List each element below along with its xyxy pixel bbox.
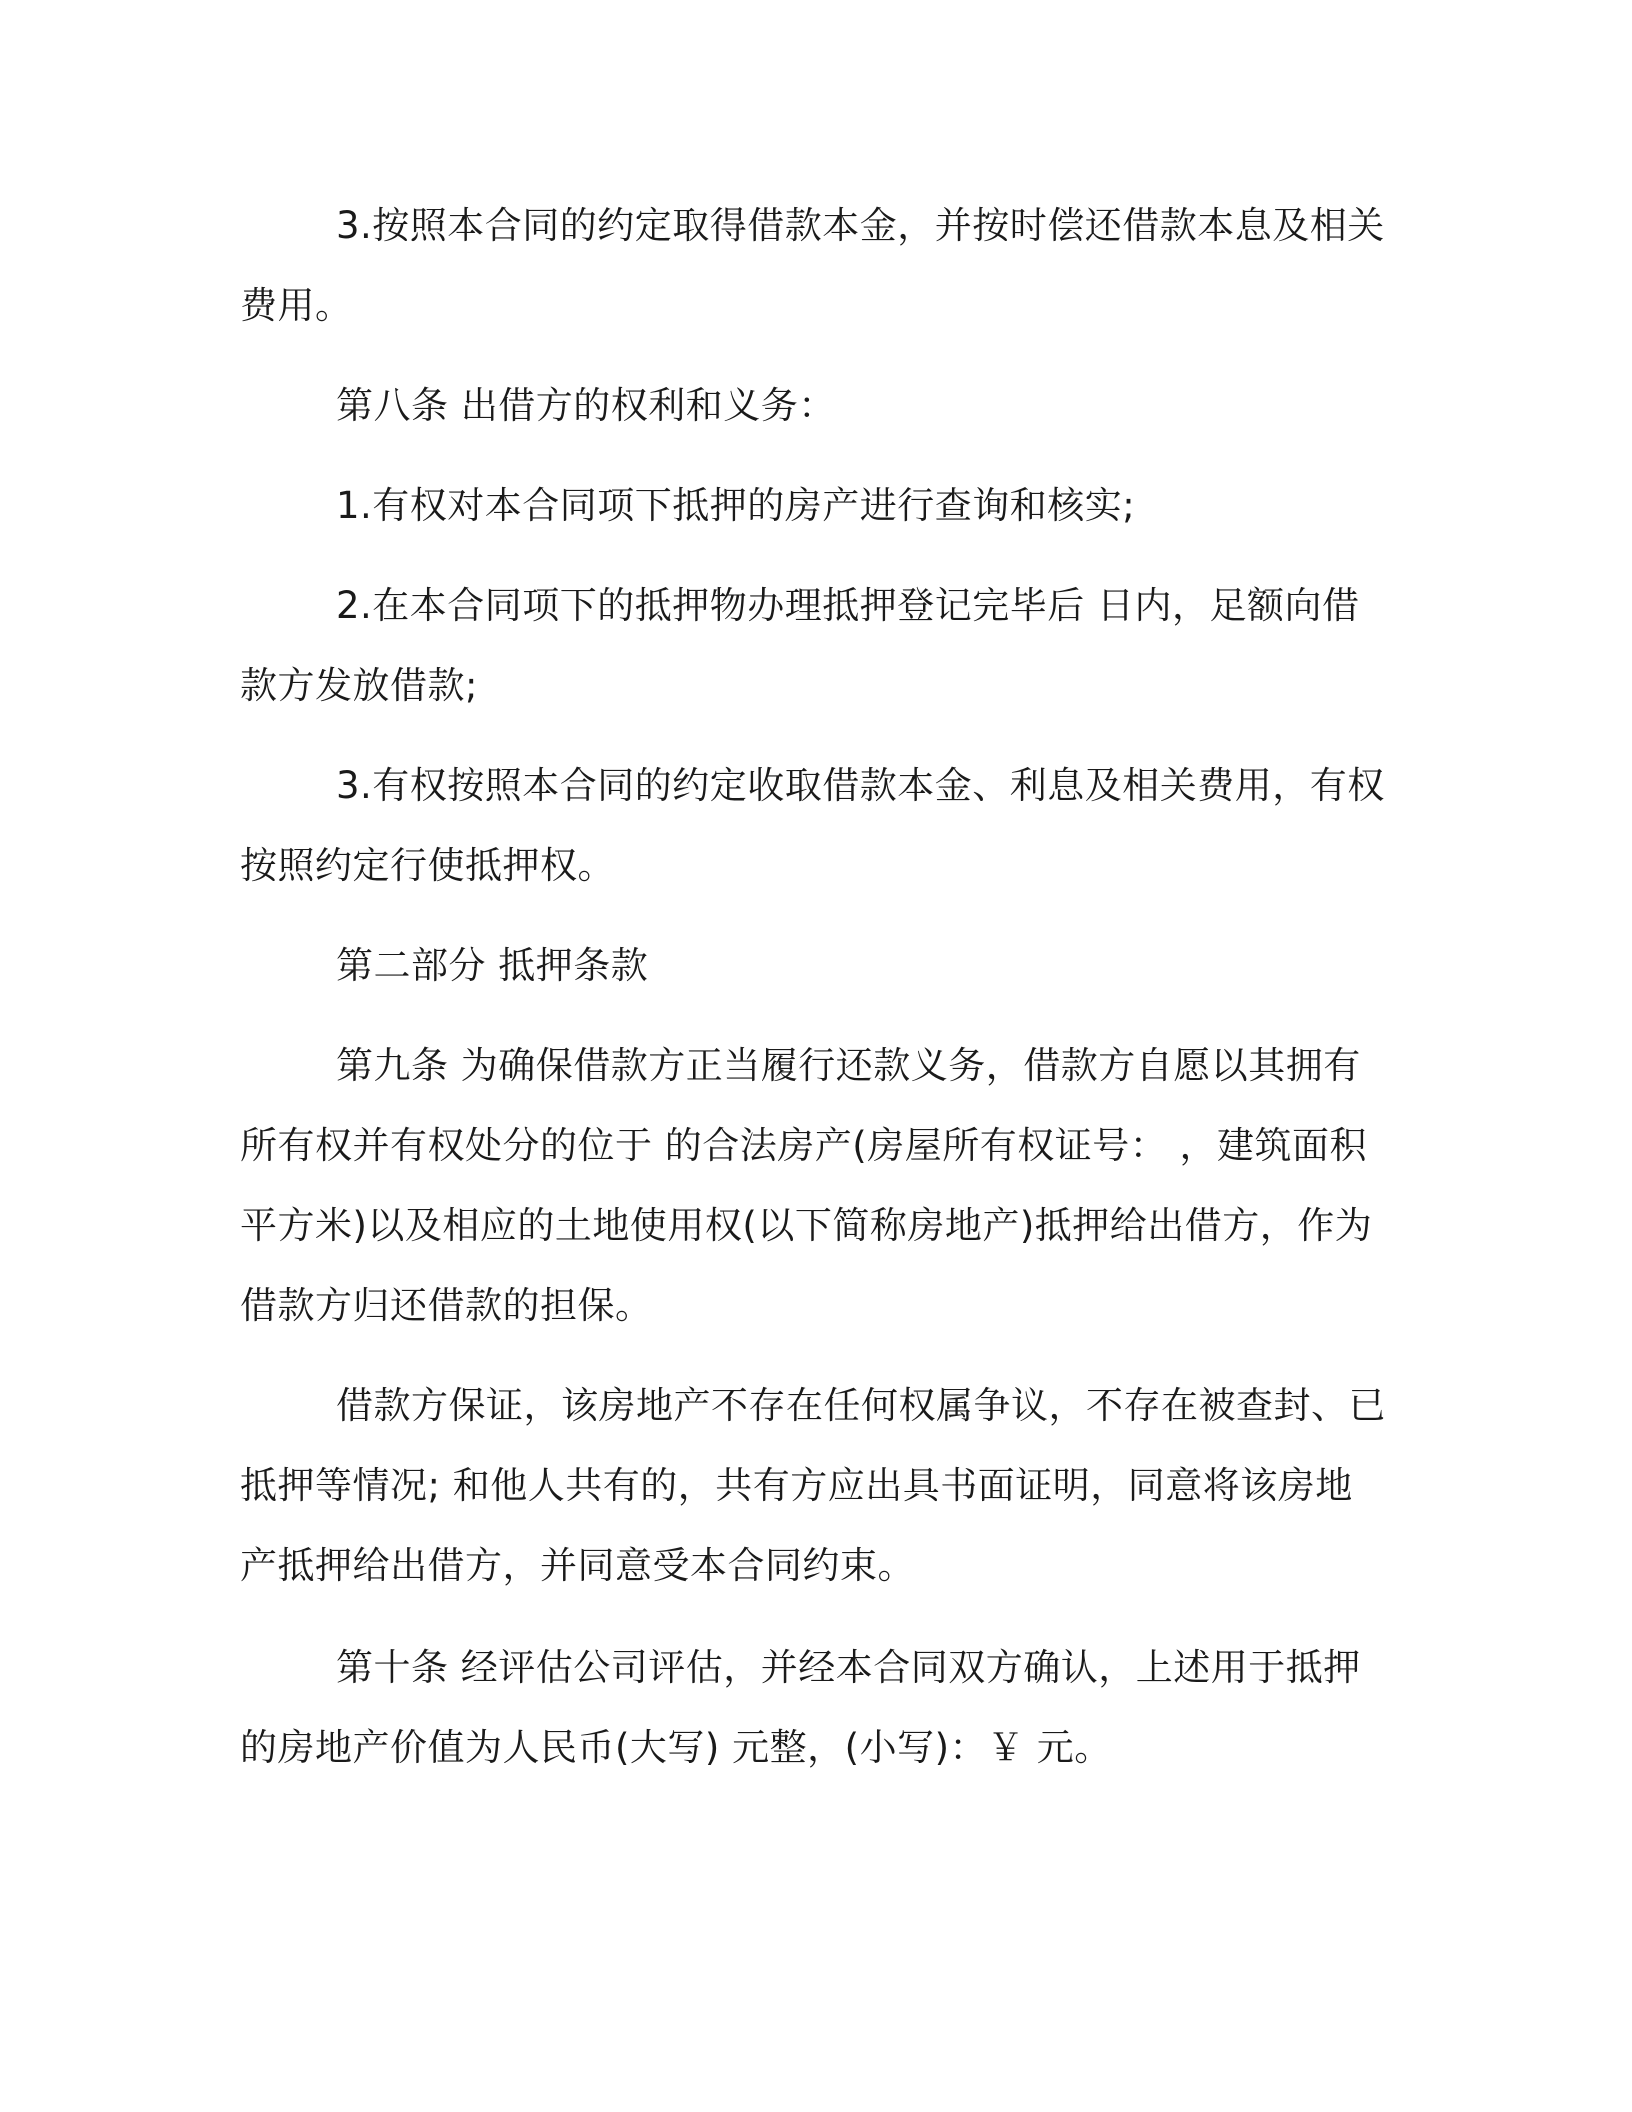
article-8-heading: 第八条 出借方的权利和义务：: [336, 384, 836, 427]
borrower-guarantee-paragraph: 借款方保证，该房地产不存在任何权属争议，不存在被查封、已抵押等情况; 和他人共有的，共有方应出具书面证明，同意将该房地产抵押给出借方，并同意受本合同约束。: [240, 1384, 1386, 1587]
article-10-paragraph: 第十条 经评估公司评估，并经本合同双方确认，上述用于抵押的房地产价值为人民币(大写) 元整，(小写)：￥ 元。: [240, 1646, 1361, 1769]
part-2-heading: 第二部分 抵押条款: [336, 944, 649, 987]
article-9-paragraph: 第九条 为确保借款方正当履行还款义务，借款方自愿以其拥有所有权并有权处分的位于 的合法房产(房屋所有权证号： ，建筑面积 平方米)以及相应的土地使用权(以下简称房地产)抵押给出借方，作为借款方归还借款的担保。: [240, 1044, 1373, 1327]
paragraph-lender-right-3: 3.有权按照本合同的约定收取借款本金、利息及相关费用，有权按照约定行使抵押权。: [240, 764, 1385, 887]
paragraph-borrower-obligation-3: 3.按照本合同的约定取得借款本金，并按时偿还借款本息及相关费用。: [240, 204, 1385, 327]
document-body: [240, 186, 1390, 1788]
paragraph-lender-right-2: 2.在本合同项下的抵押物办理抵押登记完毕后 日内，足额向借款方发放借款;: [240, 584, 1360, 707]
paragraph-lender-right-1: 1.有权对本合同项下抵押的房产进行查询和核实;: [336, 484, 1136, 527]
